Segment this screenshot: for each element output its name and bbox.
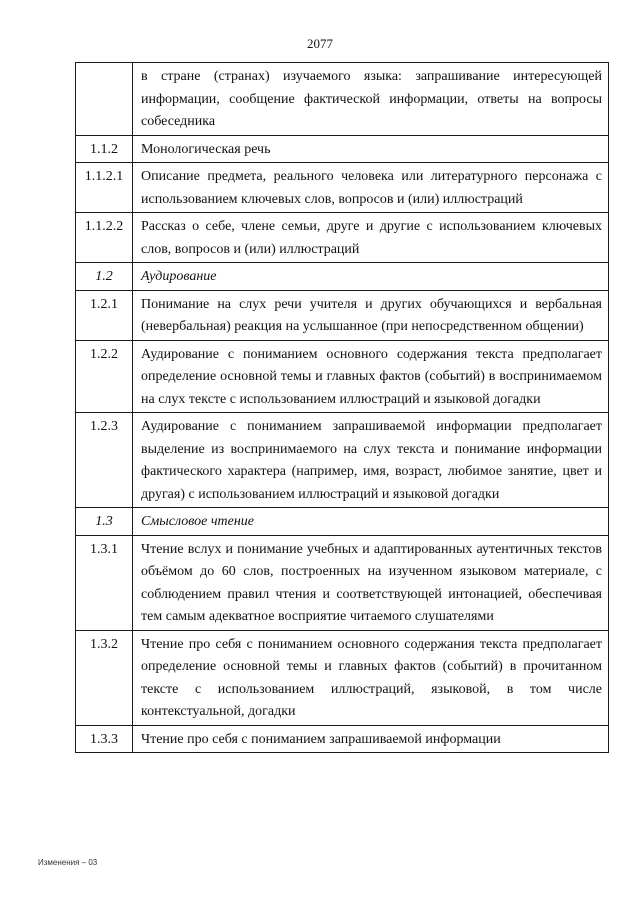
row-number: 1.1.2	[76, 135, 133, 163]
row-text: Аудирование с пониманием основного содержания текста предполагает определение основной темы и главных фактов (событий) в воспринимаемом на слух тексте с использованием иллюстраций и языковой догадки	[133, 340, 609, 413]
row-text: Чтение про себя с пониманием основного содержания текста предполагает определение основной темы и главных фактов (событий) в прочитанном тексте с использованием иллюстраций, языковой, в том числе контекстуальной, догадки	[133, 630, 609, 725]
row-text: Аудирование	[133, 263, 609, 291]
row-text: Смысловое чтение	[133, 508, 609, 536]
table-row	[76, 290, 609, 340]
row-text: Понимание на слух речи учителя и других обучающихся и вербальная (невербальная) реакция на услышанное (при непосредственном общении)	[133, 290, 609, 340]
row-number: 1.2.1	[76, 290, 133, 340]
row-number: 1.3.2	[76, 630, 133, 725]
table-row	[76, 340, 609, 413]
row-text: в стране (странах) изучаемого языка: запрашивание интересующей информации, сообщение фактической информации, ответы на вопросы собеседника	[133, 63, 609, 136]
curriculum-table	[75, 62, 609, 753]
page-number: 2077	[307, 36, 333, 51]
table-row	[76, 63, 609, 136]
table-row	[76, 163, 609, 213]
row-number: 1.1.2.1	[76, 163, 133, 213]
row-text: Рассказ о себе, члене семьи, друге и другие с использованием ключевых слов, вопросов и (или) иллюстраций	[133, 213, 609, 263]
row-number: 1.2.2	[76, 340, 133, 413]
table-row	[76, 535, 609, 630]
row-number: 1.3	[76, 508, 133, 536]
row-text: Аудирование с пониманием запрашиваемой информации предполагает выделение из воспринимаемого на слух текста и понимание информации фактического характера (например, имя, возраст, любимое занятие, цвет и другая) с использованием иллюстраций и языковой догадки	[133, 413, 609, 508]
row-number: 1.2	[76, 263, 133, 291]
row-number: 1.1.2.2	[76, 213, 133, 263]
row-text: Описание предмета, реального человека или литературного персонажа с использованием ключевых слов, вопросов и (или) иллюстраций	[133, 163, 609, 213]
table-row	[76, 135, 609, 163]
table-row	[76, 508, 609, 536]
revision-footer: Изменения – 03	[38, 858, 98, 867]
table-row	[76, 725, 609, 753]
row-text: Чтение про себя с пониманием запрашиваемой информации	[133, 725, 609, 753]
row-number	[76, 63, 133, 136]
row-number: 1.3.1	[76, 535, 133, 630]
table-row	[76, 213, 609, 263]
table-row	[76, 263, 609, 291]
table-row	[76, 413, 609, 508]
row-text: Монологическая речь	[133, 135, 609, 163]
row-text: Чтение вслух и понимание учебных и адаптированных аутентичных текстов объёмом до 60 слов, построенных на изученном языковом материале, с соблюдением правил чтения и соответствующей интонацией, обеспечивая тем самым адекватное восприятие читаемого слушателями	[133, 535, 609, 630]
row-number: 1.3.3	[76, 725, 133, 753]
table-body	[76, 63, 609, 753]
table-row	[76, 630, 609, 725]
row-number: 1.2.3	[76, 413, 133, 508]
